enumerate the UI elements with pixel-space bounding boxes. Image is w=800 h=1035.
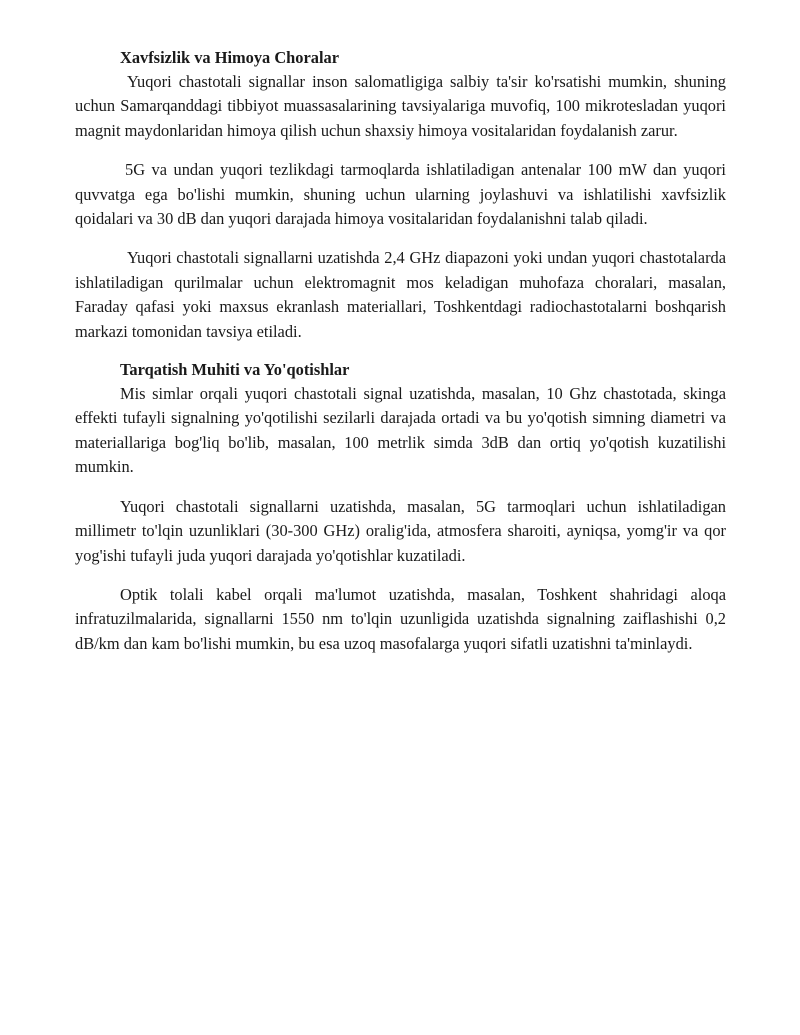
paragraph: Yuqori chastotali signallar inson salomatligiga salbiy ta'sir ko'rsatishi mumkin, shuning uchun Samarqanddagi tibbiyot muassasalarining tavsiyalariga muvofiq, 100 mikrotesladan yuqori magnit maydonlaridan himoya qilish uchun shaxsiy himoya vositalaridan foydalanish zarur. bbox=[75, 72, 726, 140]
paragraph: Yuqori chastotali signallarni uzatishda 2,4 GHz diapazoni yoki undan yuqori chastotalarda ishlatiladigan qurilmalar uchun elektromagnit mos keladigan muhofaza choralari, masalan, Faraday qafasi yoki maxsus ekranlash materiallari, Toshkentdagi radiochastotalarni boshqarish markazi tomonidan tavsiya etiladi. bbox=[75, 248, 726, 341]
section-safety bbox=[75, 46, 726, 344]
document-page bbox=[75, 46, 726, 656]
paragraph: Mis simlar orqali yuqori chastotali signal uzatishda, masalan, 10 Ghz chastotada, skinga effekti tufayli signalning yo'qotilishi sezilarli darajada ortadi va bu yo'qotish simning diametri va materiallariga bog'liq bo'lib, masalan, 100 metrlik simda 3dB dan ortiq yo'qotish kuzatilishi mumkin. bbox=[75, 384, 726, 477]
section-heading: Tarqatish Muhiti va Yo'qotishlar bbox=[120, 360, 350, 380]
paragraph: 5G va undan yuqori tezlikdagi tarmoqlarda ishlatiladigan antenalar 100 mW dan yuqori quvvatga ega bo'lishi mumkin, shuning uchun ularning joylashuvi va ishlatilishi xavfsizlik qoidalari va 30 dB dan yuqori darajada himoya vositalaridan foydalanishni talab qiladi. bbox=[75, 160, 726, 229]
section-heading: Xavfsizlik va Himoya Choralar bbox=[120, 48, 339, 67]
section-propagation bbox=[75, 358, 726, 656]
paragraph: Yuqori chastotali signallarni uzatishda, masalan, 5G tarmoqlari uchun ishlatiladigan millimetr to'lqin uzunliklari (30-300 GHz) oralig'ida, atmosfera sharoiti, ayniqsa, yomg'ir va qor yog'ishi tufayli juda yuqori darajada yo'qotishlar kuzatiladi. bbox=[75, 496, 726, 565]
paragraph: Optik tolali kabel orqali ma'lumot uzatishda, masalan, Toshkent shahridagi aloqa infratuzilmalarida, signallarni 1550 nm to'lqin uzunligida uzatishda signalning zaiflashishi 0,2 dB/km dan kam bo'lishi mumkin, bu esa uzoq masofalarga yuqori sifatli uzatishni ta'minlaydi. bbox=[75, 584, 726, 653]
